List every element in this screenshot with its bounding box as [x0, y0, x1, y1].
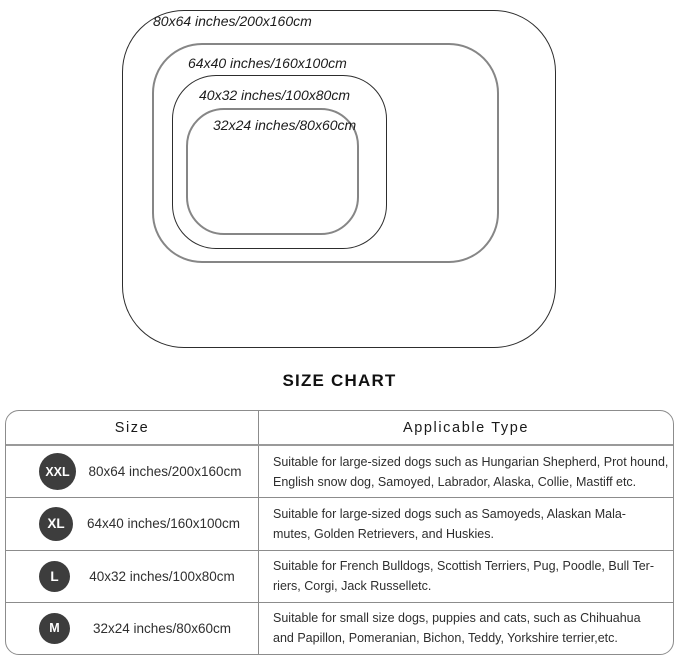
- size-rect-label-xxl: 80x64 inches/200x160cm: [153, 13, 312, 29]
- size-rect-label-l: 40x32 inches/100x80cm: [199, 87, 350, 103]
- size-badge-xxl: XXL: [39, 453, 76, 490]
- applicable-type-cell: [258, 498, 673, 549]
- size-value: 40x32 inches/100x80cm: [89, 568, 235, 584]
- size-rect-label-m: 32x24 inches/80x60cm: [213, 117, 357, 133]
- applicable-type-line: Suitable for large-sized dogs such as Samoyeds, Alaskan Mala-: [273, 506, 626, 521]
- applicable-type-cell: [258, 603, 673, 654]
- size-cell: [6, 446, 258, 497]
- applicable-type-line: Suitable for large-sized dogs such as Hungarian Shepherd, Prot hound,: [273, 454, 669, 469]
- table-row: [6, 550, 673, 602]
- applicable-type-line: riers, Corgi, Jack Russelletc.: [273, 579, 432, 594]
- size-rect-label-xl: 64x40 inches/160x100cm: [188, 55, 347, 71]
- size-badge-xl: XL: [39, 507, 73, 541]
- size-badge-m: M: [39, 613, 70, 644]
- table-row: [6, 602, 673, 654]
- size-table: [5, 410, 674, 655]
- header-size-column: Size: [114, 419, 150, 436]
- table-header-row: [6, 411, 673, 446]
- size-chart-title: SIZE CHART: [282, 371, 397, 390]
- size-value: 64x40 inches/160x100cm: [86, 516, 241, 532]
- table-row: [6, 446, 673, 497]
- applicable-type-cell: [258, 446, 673, 497]
- table-row: [6, 497, 673, 549]
- size-cell: [6, 551, 258, 602]
- size-value: 80x64 inches/200x160cm: [88, 464, 242, 480]
- size-value: 32x24 inches/80x60cm: [92, 620, 232, 636]
- size-cell: [6, 498, 258, 549]
- size-badge-l: L: [39, 561, 70, 592]
- applicable-type-line: Suitable for small size dogs, puppies and cats, such as Chihuahua: [273, 611, 641, 626]
- applicable-type-cell: [258, 551, 673, 602]
- header-applicable-type-column: Applicable Type: [258, 411, 673, 444]
- applicable-type-line: and Papillon, Pomeranian, Bichon, Teddy, Yorkshire terrier,etc.: [273, 631, 618, 646]
- applicable-type-line: mutes, Golden Retrievers, and Huskies.: [273, 526, 494, 541]
- applicable-type-line: Suitable for French Bulldogs, Scottish Terriers, Pug, Poodle, Bull Ter-: [273, 559, 654, 574]
- size-cell: [6, 603, 258, 654]
- applicable-type-line: English snow dog, Samoyed, Labrador, Alaska, Collie, Mastiff etc.: [273, 474, 637, 489]
